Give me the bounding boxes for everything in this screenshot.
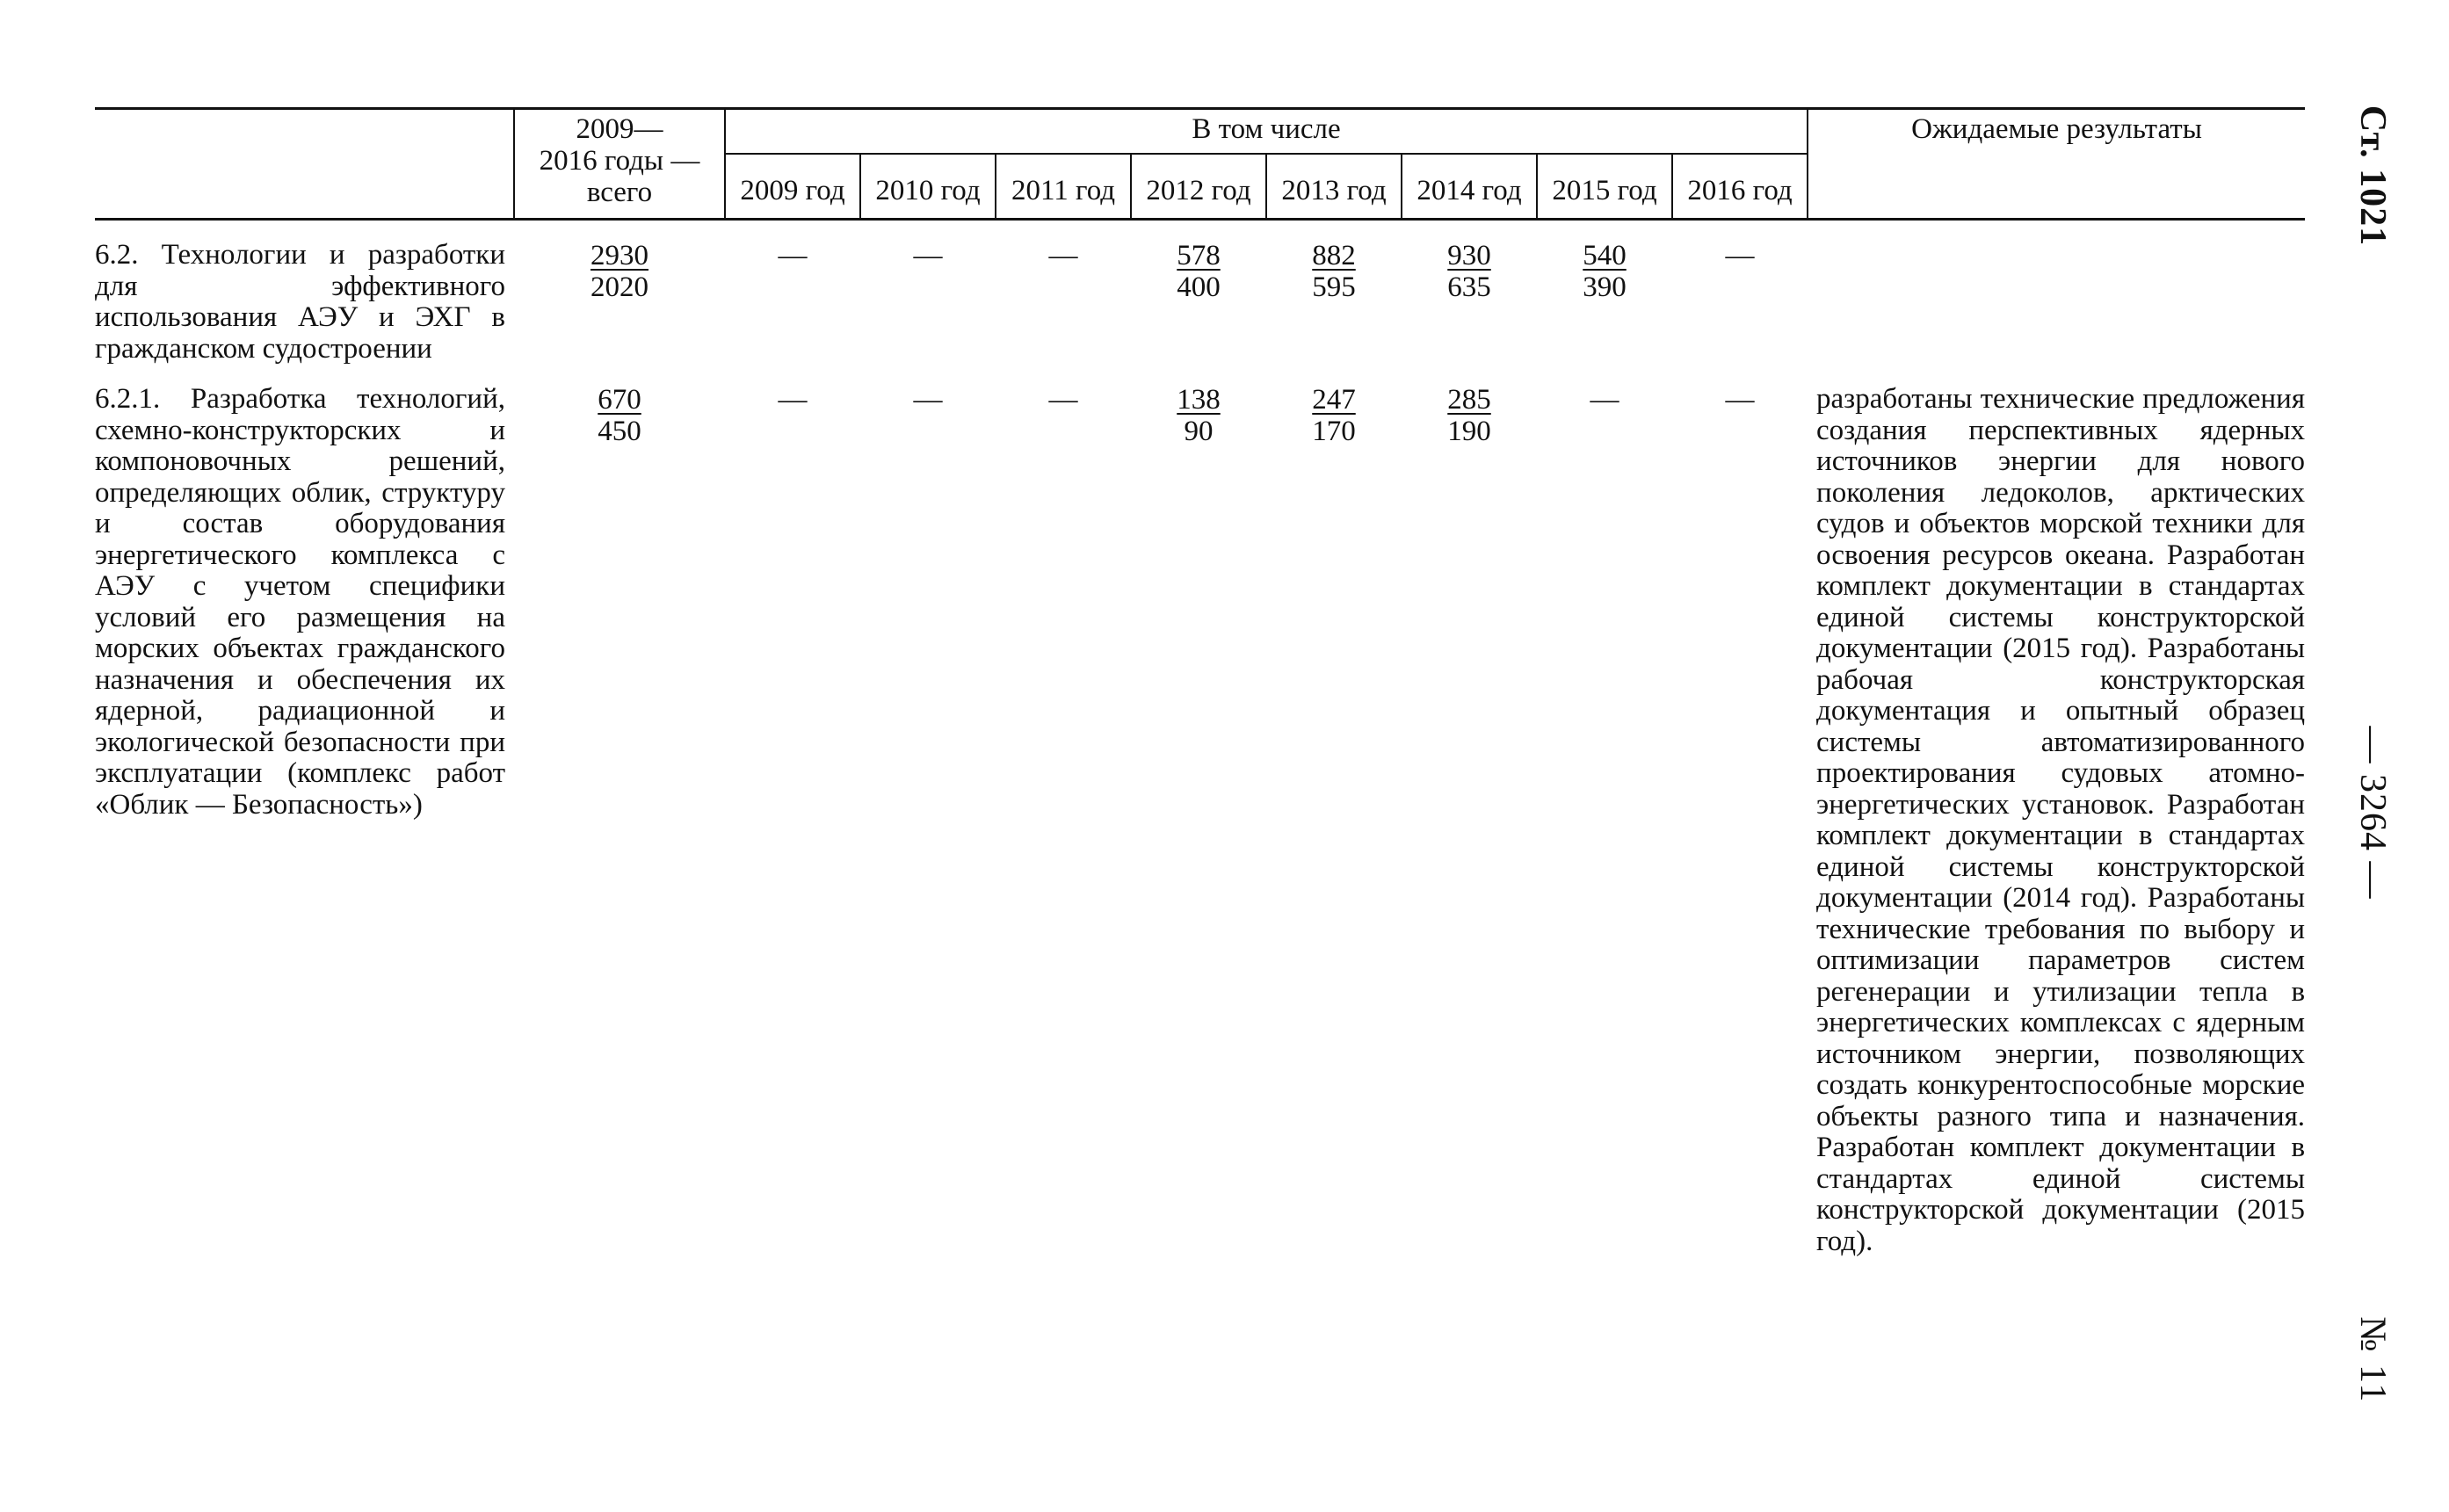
- including-header: В том числе: [725, 109, 1808, 155]
- year-cell-2016: —: [1725, 240, 1755, 271]
- row-total: [514, 240, 725, 365]
- year-header-2015: 2015 год: [1537, 154, 1672, 220]
- value-denominator: 635: [1447, 271, 1491, 303]
- value-numerator: 930: [1447, 240, 1491, 271]
- row-description: 6.2.1. Разработка технологий, схемно-конструкторских и компоновочных решений, определяющих облик, структуру и состав оборудования энергетического комплекса с АЭУ с учетом специфики условий его размещения на морских объектах гражданского назначения и обеспечения их ядерной, радиационной и экологической безопасности при эксплуатации (комплекс работ «Облик — Безопасность»): [95, 383, 505, 821]
- issue-number: № 11: [2352, 1316, 2393, 1404]
- value-numerator: 247: [1312, 384, 1356, 416]
- row-result: разработаны технические предложения создания перспективных ядерных источников энергии для нового поколения ледоколов, арктических судов и объектов морской техники для освоения ресурсов океана. Разработан комплект документации в стандартах единой системы конструкторской документации (2015 год). Разработаны рабочая конструкторская документация и опытный образец системы автоматизированного проектирования судовых атомно-энергетических установок. Разработан комплект документации в стандартах единой системы конструкторской документации (2014 год). Разработаны технические требования по выбору и оптимизации параметров систем регенерации и утилизации тепла в энергетических комплексах с ядерным источником энергии, позволяющих создать конкурентоспособные морские объекты разного типа и назначения. Разработан комплект документации в стандартах единой системы конструкторской документации (2015 год).: [1816, 383, 2306, 1257]
- year-cell-2013: [1266, 240, 1402, 365]
- year-cell-2012: [1131, 240, 1266, 365]
- year-cell-2011: —: [1048, 240, 1078, 271]
- year-cell-2013: [1266, 384, 1402, 1257]
- value-denominator: 190: [1447, 416, 1491, 447]
- year-header-2012: 2012 год: [1131, 154, 1266, 220]
- row-total: [514, 384, 725, 1257]
- total-header-line2: 2016 годы —: [539, 145, 700, 177]
- total-numerator: 2930: [591, 240, 648, 271]
- year-header-2010: 2010 год: [860, 154, 996, 220]
- year-cell-2016: —: [1725, 384, 1755, 416]
- year-cell-2014: [1402, 240, 1537, 365]
- margin-strip: [2346, 0, 2399, 1512]
- total-denominator: 2020: [591, 271, 648, 303]
- year-cell-2011: —: [1048, 384, 1078, 416]
- total-denominator: 450: [598, 416, 641, 447]
- results-header: Ожидаемые результаты: [1808, 109, 2305, 220]
- year-cell-2009: —: [778, 384, 808, 416]
- year-cell-2012: [1131, 384, 1266, 1257]
- program-table: [95, 107, 2305, 1257]
- table-row-6-2-1: [95, 384, 2305, 1257]
- year-cell-2010: —: [913, 384, 943, 416]
- table-body: [95, 220, 2305, 1258]
- year-cell-2015: —: [1590, 384, 1619, 416]
- value-denominator: 400: [1177, 271, 1221, 303]
- year-header-2013: 2013 год: [1266, 154, 1402, 220]
- table-header: [95, 109, 2305, 220]
- year-header-2016: 2016 год: [1672, 154, 1808, 220]
- total-header-line3: всего: [586, 177, 653, 208]
- value-denominator: 90: [1184, 416, 1214, 447]
- value-numerator: 540: [1583, 240, 1627, 271]
- total-header-cell: [514, 109, 725, 220]
- value-numerator: 578: [1177, 240, 1221, 271]
- total-numerator: 670: [598, 384, 641, 416]
- value-denominator: 170: [1312, 416, 1356, 447]
- total-header-line1: 2009—: [576, 113, 663, 145]
- year-cell-2010: —: [913, 240, 943, 271]
- row-description: 6.2. Технологии и разработки для эффективного использования АЭУ и ЭХГ в гражданском судостроении: [95, 239, 505, 365]
- row-result: [1808, 240, 2305, 365]
- year-header-2014: 2014 год: [1402, 154, 1537, 220]
- description-header-cell: [95, 109, 514, 220]
- year-cell-2009: —: [778, 240, 808, 271]
- year-header-2011: 2011 год: [996, 154, 1131, 220]
- table-row-6-2: [95, 240, 2305, 365]
- year-cell-2015: [1537, 240, 1672, 365]
- value-denominator: 390: [1583, 271, 1627, 303]
- article-number: Ст. 1021: [2352, 105, 2393, 247]
- value-numerator: 882: [1312, 240, 1356, 271]
- value-numerator: 285: [1447, 384, 1491, 416]
- value-denominator: 595: [1312, 271, 1356, 303]
- year-cell-2014: [1402, 384, 1537, 1257]
- page-number: — 3264 —: [2352, 726, 2393, 900]
- value-numerator: 138: [1177, 384, 1221, 416]
- year-header-2009: 2009 год: [725, 154, 860, 220]
